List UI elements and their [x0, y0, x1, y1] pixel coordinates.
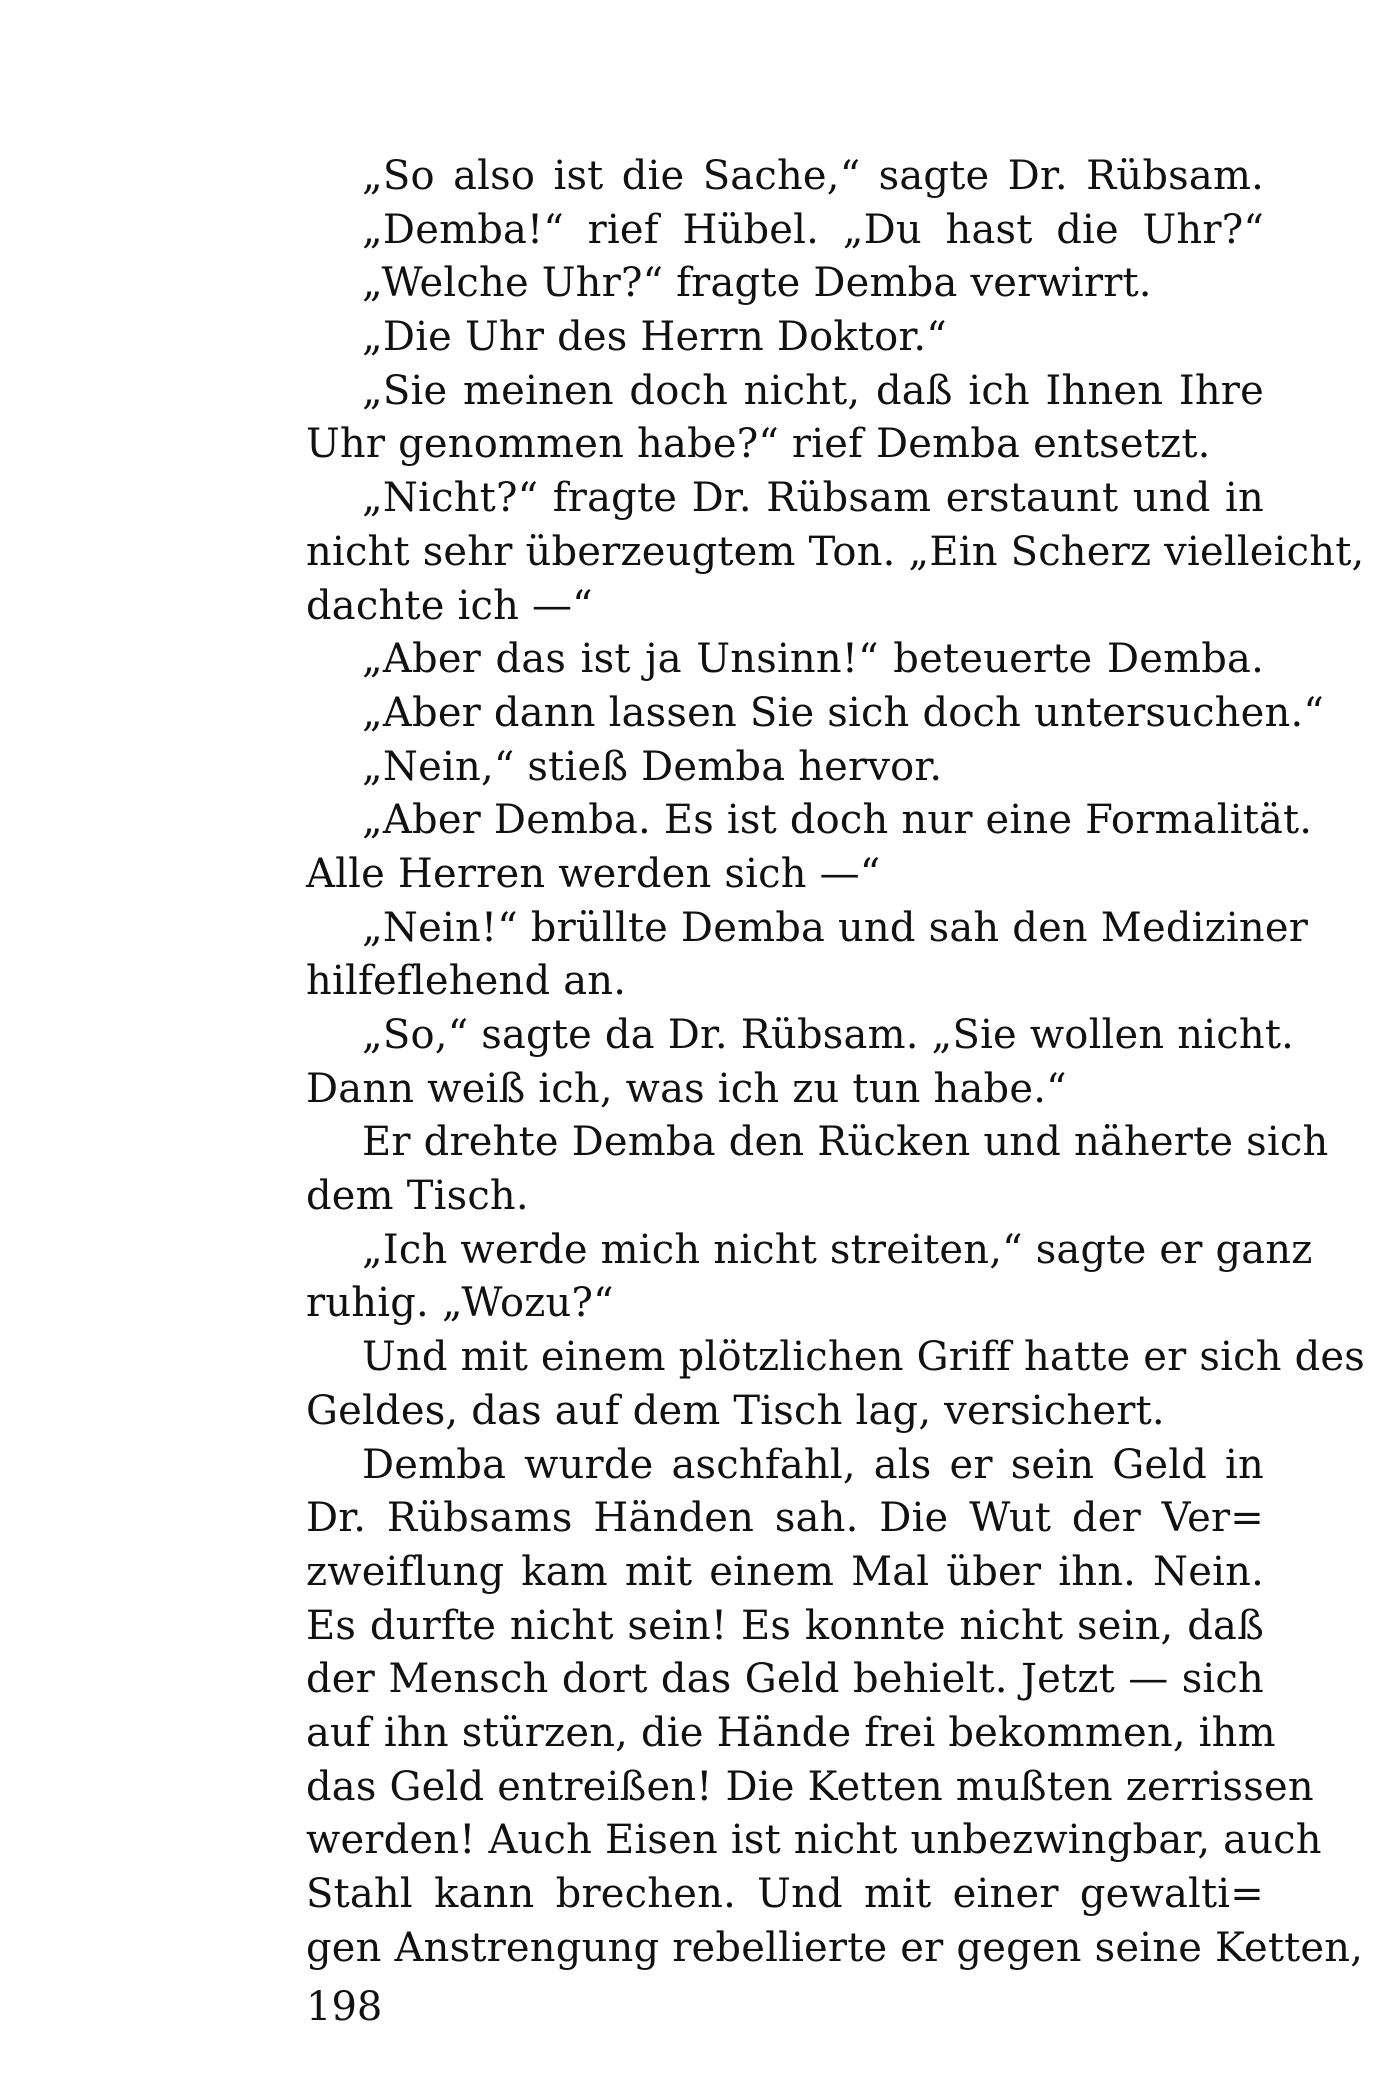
text-line: „Nein!“ brüllte Demba und sah den Mediziner — [362, 904, 1309, 951]
text-line: Stahl kann brechen. Und mit einer gewalti= — [306, 1871, 1264, 1917]
text-line: Dr. Rübsams Händen sah. Die Wut der Ver= — [306, 1495, 1264, 1542]
text-line: dem Tisch. — [306, 1173, 529, 1220]
text-line: „Sie meinen doch nicht, daß ich Ihnen Ihre — [362, 367, 1264, 414]
text-line: Geldes, das auf dem Tisch lag, versichert. — [306, 1387, 1165, 1434]
text-line: „So also ist die Sache,“ sagte Dr. Rübsam. — [362, 153, 1264, 199]
text-line: nicht sehr überzeugtem Ton. „Ein Scherz vielleicht, — [306, 528, 1365, 575]
text-line: Alle Herren werden sich —“ — [306, 850, 881, 897]
text-line: zweiflung kam mit einem Mal über ihn. Nein. — [306, 1548, 1264, 1595]
text-line: Es durfte nicht sein! Es konnte nicht sein, daß — [306, 1602, 1264, 1649]
text-line: Er drehte Demba den Rücken und näherte sich — [362, 1119, 1329, 1166]
text-line: „So,“ sagte da Dr. Rübsam. „Sie wollen nicht. — [362, 1012, 1295, 1058]
text-line: gen Anstrengung rebellierte er gegen seine Ketten, — [306, 1924, 1364, 1971]
text-line: ruhig. „Wozu?“ — [306, 1280, 614, 1327]
text-line: werden! Auch Eisen ist nicht unbezwingbar, auch — [306, 1817, 1322, 1864]
text-line: hilfeflehend an. — [306, 958, 627, 1005]
text-line: Uhr genommen habe?“ rief Demba entsetzt. — [306, 421, 1211, 468]
text-line: Dann weiß ich, was ich zu tun habe.“ — [306, 1065, 1067, 1112]
text-line: „Aber das ist ja Unsinn!“ beteuerte Demba. — [362, 636, 1264, 683]
text-line: „Demba!“ rief Hübel. „Du hast die Uhr?“ — [362, 206, 1264, 253]
body-text — [306, 150, 1366, 1975]
text-line: „Ich werde mich nicht streiten,“ sagte er ganz — [362, 1226, 1313, 1273]
text-line: „Aber dann lassen Sie sich doch untersuchen.“ — [362, 689, 1325, 736]
text-line: der Mensch dort das Geld behielt. Jetzt — sich — [306, 1656, 1264, 1703]
text-line: das Geld entreißen! Die Ketten mußten zerrissen — [306, 1763, 1314, 1810]
text-line: „Nein,“ stieß Demba hervor. — [362, 743, 943, 790]
text-line: auf ihn stürzen, die Hände frei bekommen, ihm — [306, 1709, 1276, 1756]
text-line: „Welche Uhr?“ fragte Demba verwirrt. — [362, 260, 1152, 307]
text-line: „Aber Demba. Es ist doch nur eine Formalität. — [362, 797, 1313, 844]
page-number: 198 — [306, 1984, 383, 2030]
text-line: Demba wurde aschfahl, als er sein Geld in — [362, 1441, 1264, 1488]
text-line: Und mit einem plötzlichen Griff hatte er sich des — [362, 1334, 1366, 1381]
text-line: dachte ich —“ — [306, 582, 593, 629]
text-line: „Die Uhr des Herrn Doktor.“ — [362, 314, 947, 361]
text-line: „Nicht?“ fragte Dr. Rübsam erstaunt und in — [362, 475, 1264, 522]
